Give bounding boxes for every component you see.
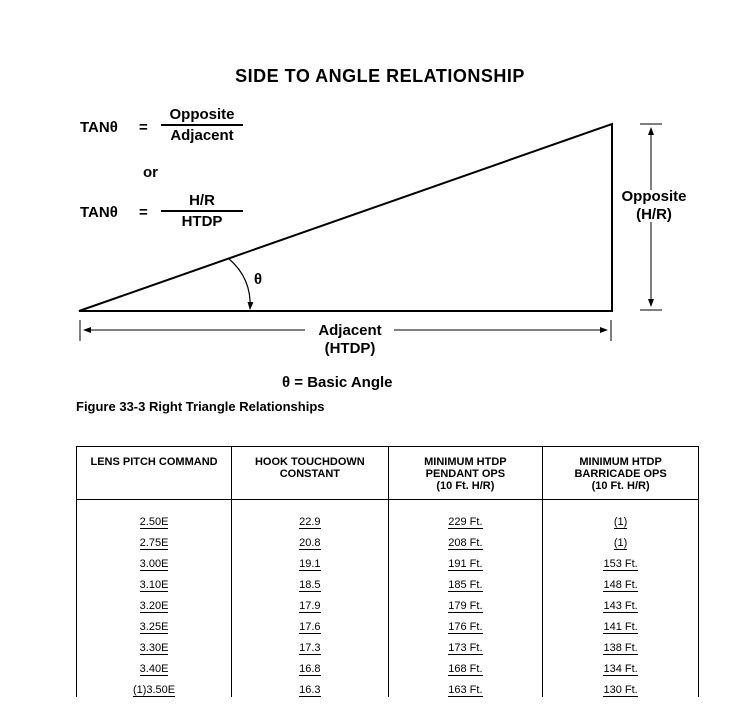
cell-value: 229 Ft. — [448, 516, 483, 528]
table-cell — [232, 676, 389, 697]
table-row — [77, 529, 699, 550]
basic-angle-legend: θ = Basic Angle — [282, 374, 393, 391]
table-spacer-row — [77, 500, 699, 509]
table-cell — [232, 508, 389, 529]
cell-value: 134 Ft. — [603, 663, 638, 675]
formula1-numerator: Opposite — [161, 106, 243, 126]
cell-value: (1) — [613, 516, 628, 528]
triangle-shape — [79, 124, 612, 311]
table-row — [77, 676, 699, 697]
table-header-row — [77, 447, 699, 500]
cell-value: 173 Ft. — [448, 642, 483, 654]
formula1-equals: = — [139, 119, 148, 136]
adjacent-label — [306, 322, 394, 358]
table-cell — [232, 634, 389, 655]
formula2-equals: = — [139, 204, 148, 221]
cell-value: 138 Ft. — [603, 642, 638, 654]
table-cell — [388, 529, 543, 550]
table-row — [77, 634, 699, 655]
cell-value: 148 Ft. — [603, 579, 638, 591]
table-cell — [388, 571, 543, 592]
table-cell — [388, 634, 543, 655]
opposite-label-line2: (H/R) — [636, 206, 672, 223]
formula1-label: TANθ — [80, 119, 118, 136]
cell-value: 16.3 — [299, 684, 321, 696]
table-cell — [388, 655, 543, 676]
cell-value: 208 Ft. — [448, 537, 483, 549]
table-cell — [543, 676, 699, 697]
cell-value: 176 Ft. — [448, 621, 483, 633]
cell-value: 2.75E — [139, 537, 169, 549]
table-cell — [77, 676, 232, 697]
table-cell — [77, 613, 232, 634]
formula2-numerator: H/R — [161, 192, 243, 212]
theta-symbol: θ — [254, 271, 263, 288]
table-cell — [388, 508, 543, 529]
table-row — [77, 592, 699, 613]
cell-value: 20.8 — [299, 537, 321, 549]
table-row — [77, 655, 699, 676]
or-text: or — [143, 164, 158, 181]
table-cell — [232, 529, 389, 550]
table-cell — [77, 655, 232, 676]
table-cell — [543, 634, 699, 655]
table-cell — [77, 571, 232, 592]
cell-value: 191 Ft. — [448, 558, 483, 570]
header-lens-pitch: LENS PITCH COMMAND — [77, 447, 232, 500]
header-hook-touchdown: HOOK TOUCHDOWN CONSTANT — [232, 447, 389, 500]
cell-value: 3.40E — [139, 663, 169, 675]
cell-value: 3.20E — [139, 600, 169, 612]
cell-value: 163 Ft. — [448, 684, 483, 696]
table-body — [77, 500, 699, 698]
table-cell — [543, 613, 699, 634]
table-cell — [543, 571, 699, 592]
table-cell — [232, 550, 389, 571]
page-title: SIDE TO ANGLE RELATIONSHIP — [235, 66, 525, 86]
table-cell — [543, 529, 699, 550]
opposite-label-line1: Opposite — [621, 188, 687, 205]
cell-value: 19.1 — [299, 558, 321, 570]
cell-value: 3.00E — [139, 558, 169, 570]
figure-caption: Figure 33-3 Right Triangle Relationships — [76, 399, 325, 414]
formula2-label: TANθ — [80, 204, 118, 221]
cell-value: 18.5 — [299, 579, 321, 591]
table-cell — [232, 613, 389, 634]
cell-value: 143 Ft. — [603, 600, 638, 612]
table-cell — [77, 550, 232, 571]
adjacent-label-line2: (HTDP) — [324, 340, 376, 357]
cell-value: 179 Ft. — [448, 600, 483, 612]
angle-arc — [228, 258, 250, 309]
table-row — [77, 571, 699, 592]
table-row — [77, 550, 699, 571]
cell-value: 168 Ft. — [448, 663, 483, 675]
cell-value: 16.8 — [299, 663, 321, 675]
cell-value: 3.10E — [139, 579, 169, 591]
table-cell — [388, 613, 543, 634]
table-cell — [77, 508, 232, 529]
table-cell — [388, 592, 543, 613]
table-cell — [543, 592, 699, 613]
cell-value: 130 Ft. — [603, 684, 638, 696]
cell-value: 141 Ft. — [603, 621, 638, 633]
table-row — [77, 613, 699, 634]
cell-value: 17.9 — [299, 600, 321, 612]
table-cell — [543, 550, 699, 571]
header-pendant-ops: MINIMUM HTDP PENDANT OPS (10 Ft. H/R) — [388, 447, 543, 500]
header-barricade-ops: MINIMUM HTDP BARRICADE OPS (10 Ft. H/R) — [543, 447, 699, 500]
table-cell — [388, 550, 543, 571]
table-cell — [232, 592, 389, 613]
table-cell — [77, 592, 232, 613]
cell-value: 3.30E — [139, 642, 169, 654]
cell-value: 2.50E — [139, 516, 169, 528]
cell-value: (1)3.50E — [132, 684, 176, 696]
cell-value: 22.9 — [299, 516, 321, 528]
table-cell — [543, 655, 699, 676]
cell-value: (1) — [613, 537, 628, 549]
opposite-label — [612, 188, 696, 224]
cell-value: 185 Ft. — [448, 579, 483, 591]
table-cell — [77, 634, 232, 655]
htdp-table — [76, 446, 699, 697]
cell-value: 17.3 — [299, 642, 321, 654]
cell-value: 3.25E — [139, 621, 169, 633]
table-cell — [388, 676, 543, 697]
table-cell — [232, 655, 389, 676]
table-cell — [543, 508, 699, 529]
cell-value: 153 Ft. — [603, 558, 638, 570]
adjacent-label-line1: Adjacent — [318, 322, 382, 339]
table-cell — [232, 571, 389, 592]
table-cell — [77, 529, 232, 550]
cell-value: 17.6 — [299, 621, 321, 633]
formula1-denominator: Adjacent — [170, 127, 234, 144]
table-row — [77, 508, 699, 529]
formula2-denominator: HTDP — [181, 213, 223, 230]
